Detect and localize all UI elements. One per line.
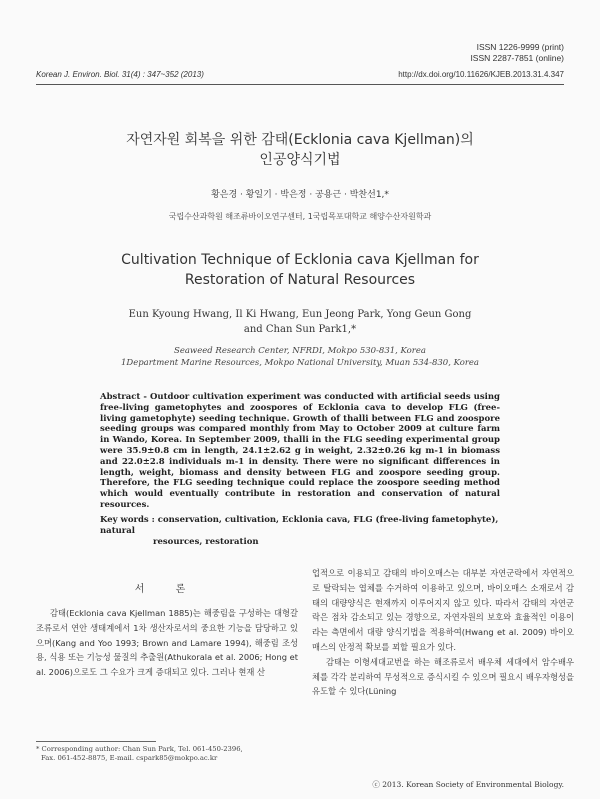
body-right-paragraph-2: 감태는 이형세대교번을 하는 해조류로서 배우체 세대에서 암수배우체를 각각 분리하여 무성적으로 증식시킬 수 있으며 필요시 배우자형성을 유도할 수 있다(Lüning	[312, 656, 574, 697]
english-affil-line1: Seaweed Research Center, NFRDI, Mokpo 530-831, Korea	[174, 346, 426, 356]
keywords-line2: resources, restoration	[153, 536, 259, 547]
body-left-paragraph: 감태(Ecklonia cava Kjellman 1885)는 해중림을 구성하는 대형갈조류로서 연안 생태계에서 1차 생산자로서의 중요한 기능을 담당하고 있으며(Kang and Yoo 1993; Brown and Lamare 1994), 해중림 조성용, 식용 또는 기능성 물질의 추출원(Athukorala et al. 2006; Hong et al. 2006)으로도 그 수요가 크게 증대되고 있다. 그러나 현재 산	[36, 608, 298, 678]
english-affil-line2: 1Department Marine Resources, Mokpo National University, Muan 534-830, Korea	[120, 357, 479, 368]
korean-affiliation: 국립수산과학원 해조류바이오연구센터, 1국립목포대학교 해양수산자원학과	[168, 212, 432, 221]
english-affiliation	[60, 346, 540, 369]
korean-title	[60, 130, 540, 170]
body-right-paragraph-1: 업적으로 이용되고 감태의 바이오매스는 대부분 자연군락에서 자연적으로 탈락되는 엽체를 수거하여 이용하고 있으며, 바이오매스 소재로서 감태의 대량양식은 현재까지 이루어지지 않고 있다. 따라서 감태의 자연군락은 점차 감소되고 있는 경향으로, 자연자원의 보호와 효율적인 이용이라는 측면에서 대량 양식기법을 적용하여(Hwang et al. 2009) 바이오매스의 안정적 확보를 꾀할 필요가 있다.	[312, 568, 574, 652]
doi-link[interactable]: http://dx.doi.org/10.11626/KJEB.2013.31.4.347	[398, 70, 564, 79]
body-right-column	[312, 566, 574, 699]
journal-citation: Korean J. Environ. Biol. 31(4) : 347~352 (2013)	[36, 70, 204, 79]
footnote-line2: Fax. 061-452-8875, E-mail. cspark85@mokpo.ac.kr	[41, 754, 218, 762]
english-authors-line1: Eun Kyoung Hwang, Il Ki Hwang, Eun Jeong Park, Yong Geun Gong	[128, 309, 472, 320]
issn-online: ISSN 2287-7851 (online)	[470, 53, 564, 63]
keywords	[100, 515, 500, 547]
body-left-column	[36, 606, 298, 680]
issn-print: ISSN 1226-9999 (print)	[476, 42, 564, 52]
english-title	[60, 250, 540, 290]
korean-authors: 황은경 · 황일기 · 박은정 · 공용근 · 박찬선1,*	[211, 190, 389, 200]
english-title-line1: Cultivation Technique of Ecklonia cava Kjellman for	[121, 252, 479, 268]
korean-title-line2: 인공양식기법	[259, 152, 341, 168]
footnote-line1: * Corresponding author: Chan Sun Park, Tel. 061-450-2396,	[36, 745, 243, 753]
korean-title-line1: 자연자원 회복을 위한 감태(Ecklonia cava Kjellman)의	[126, 132, 474, 148]
header-rule	[36, 84, 564, 85]
keywords-line1: conservation, cultivation, Ecklonia cava, FLG (free-living fametophyte), natural	[100, 515, 499, 536]
journal-header	[36, 70, 564, 81]
english-authors	[90, 307, 510, 337]
english-title-line2: Restoration of Natural Resources	[184, 272, 416, 288]
footnote	[36, 745, 243, 763]
keywords-label: Key words :	[100, 515, 155, 525]
footnote-rule	[36, 741, 156, 742]
copyright: ⓒ 2013. Korean Society of Environmental Biology.	[372, 780, 564, 789]
issn-block	[470, 42, 564, 64]
abstract: Abstract - Outdoor cultivation experiment was conducted with artificial seeds using free-living gametophytes and zoospores of Ecklonia cava to develop FLG (free-living gametophyte) seeding technique. Growth of thalli between FLG and zoospore seeding groups was compared monthly from May to October 2009 at culture farm in Wando, Korea. In September 2009, thalli in the FLG seeding experimental group were 35.9±0.8 cm in length, 24.1±2.62 g in weight, 2.32±0.26 kg m-1 in biomass and 22.0±2.8 individuals m-1 in density. There were no significant differences in length, weight, biomass and density between FLG and zoospore seeding group. Therefore, the FLG seeding technique could replace the zoospore seeding method which would eventually contribute in restoration and conservation of natural resources.	[100, 392, 500, 510]
english-authors-line2: and Chan Sun Park1,*	[243, 324, 357, 335]
section-heading-introduction: 서 론	[134, 584, 200, 595]
